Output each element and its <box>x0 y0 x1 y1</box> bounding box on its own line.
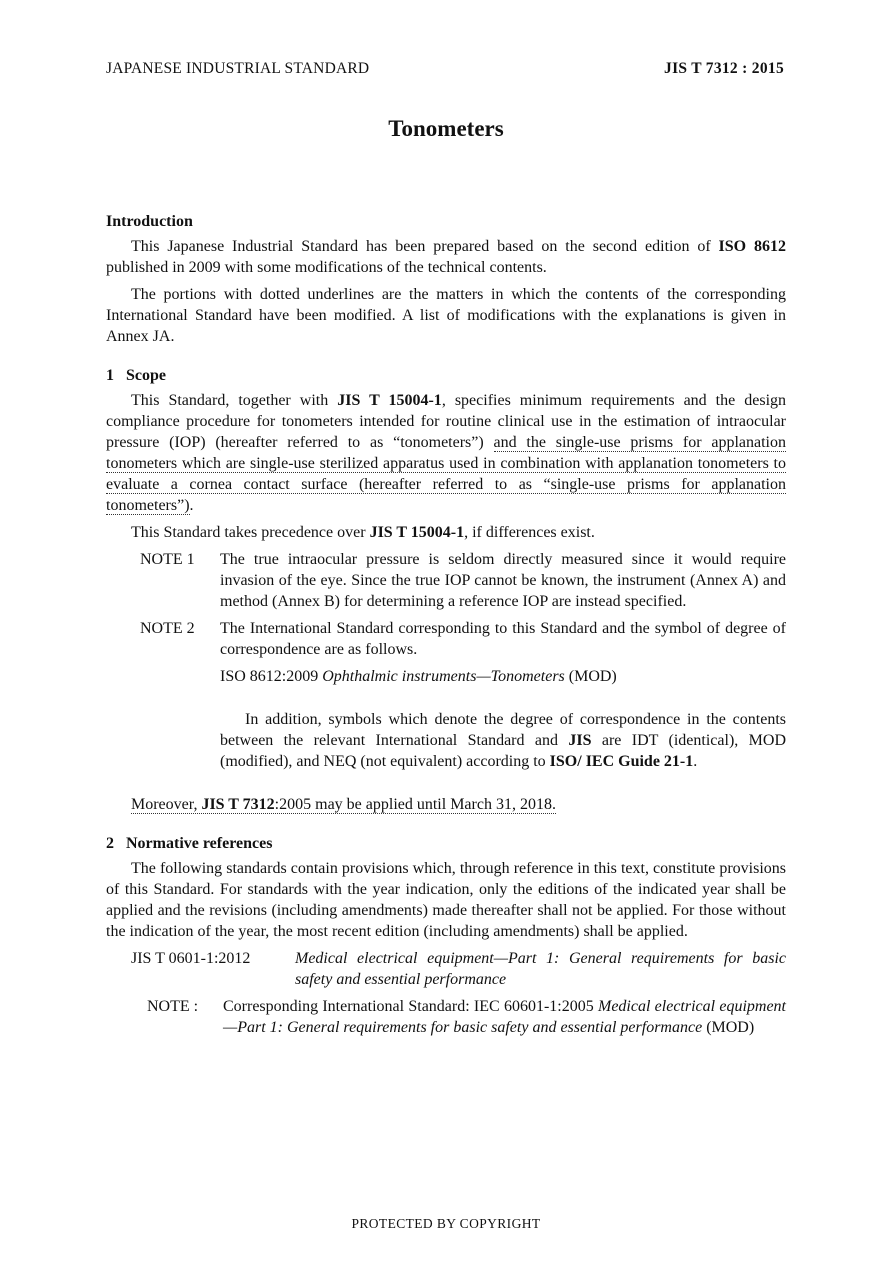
scope-paragraph-1: This Standard, together with JIS T 15004-1, specifies minimum requirements and the design compliance procedure for tonometers intended for routine clinical use in the estimation of intraocular pressure (IOP) (hereafter referred to as “tonometers”) and the single-use prisms for applanation tonometers which are single-use sterilized apparatus used in combination with applanation tonometers to evaluate a cornea contact surface (hereafter referred to as “single-use prisms for applanation tonometers”). <box>106 392 787 514</box>
note-2-text: The International Standard corresponding to this Standard and the symbol of degree of correspondence are as follows. <box>220 620 786 658</box>
note-2-label: NOTE 2 <box>140 620 195 637</box>
header-standard-number: JIS T 7312 : 2015 <box>664 60 784 77</box>
corresponding-standard: ISO 8612:2009 Ophthalmic instruments—Tonometers (MOD) <box>220 668 617 685</box>
document-body <box>106 211 786 1038</box>
reference-entry <box>131 948 786 990</box>
scope-heading: 1 Scope <box>106 367 166 384</box>
reference-note <box>147 996 786 1038</box>
iso-reference: ISO 8612 <box>718 238 786 255</box>
copyright-footer: PROTECTED BY COPYRIGHT <box>351 1216 541 1231</box>
reference-note-text: Corresponding International Standard: IEC 60601-1:2005 Medical electrical equipment—Part 1: General requirements for basic safety and essential performance (MOD) <box>223 998 786 1036</box>
transition-paragraph <box>106 794 786 815</box>
normative-references-heading: 2 Normative references <box>106 835 273 852</box>
reference-code: JIS T 0601-1:2012 <box>131 950 251 967</box>
note-1-label: NOTE 1 <box>140 551 195 568</box>
modified-text: and the single-use prisms for applanation tonometers which are single-use sterilized apparatus used in combination with applanation tonometers to evaluate a cornea contact surface (hereafter referred to as “single-use prisms for applanation tonometers”) <box>106 434 786 514</box>
reference-title: Medical electrical equipment—Part 1: General requirements for basic safety and essential performance <box>295 950 786 988</box>
page-title: Tonometers <box>388 116 504 141</box>
introduction-heading: Introduction <box>106 213 193 230</box>
introduction-paragraph-2: The portions with dotted underlines are the matters in which the contents of the corresponding International Standard have been modified. A list of modifications with the explanations is given in Annex JA. <box>106 286 786 345</box>
header-standard-name: JAPANESE INDUSTRIAL STANDARD <box>106 60 370 77</box>
modified-text: Moreover, JIS T 7312:2005 may be applied until March 31, 2018. <box>131 796 556 813</box>
note-2 <box>140 618 786 660</box>
reference-note-label: NOTE : <box>147 998 199 1015</box>
note-1-text: The true intraocular pressure is seldom directly measured since it would require invasion of the eye. Since the true IOP cannot be known, the instrument (Annex A) and method (Annex B) for determining a reference IOP are instead specified. <box>220 551 786 610</box>
normative-references-paragraph: The following standards contain provisions which, through reference in this text, constitute provisions of this Standard. For standards with the year indication, only the editions of the indicated year shall be applied and the revisions (including amendments) made thereafter shall not be applied. For those without the indication of the year, the most recent edition (including amendments) shall be applied. <box>106 860 786 940</box>
correspondence-symbols-paragraph: In addition, symbols which denote the degree of correspondence in the contents between the relevant International Standard and JIS are IDT (identical), MOD (modified), and NEQ (not equivalent) according to ISO/ IEC Guide 21-1. <box>220 711 786 770</box>
scope-paragraph-2: This Standard takes precedence over JIS T 15004-1, if differences exist. <box>131 524 595 541</box>
note-1 <box>140 549 786 612</box>
jis-reference: JIS T 15004-1 <box>369 524 465 541</box>
introduction-paragraph-1: This Japanese Industrial Standard has been prepared based on the second edition of ISO 8612 published in 2009 with some modifications of the technical contents. <box>106 238 786 276</box>
jis-reference: JIS T 15004-1 <box>337 392 442 409</box>
